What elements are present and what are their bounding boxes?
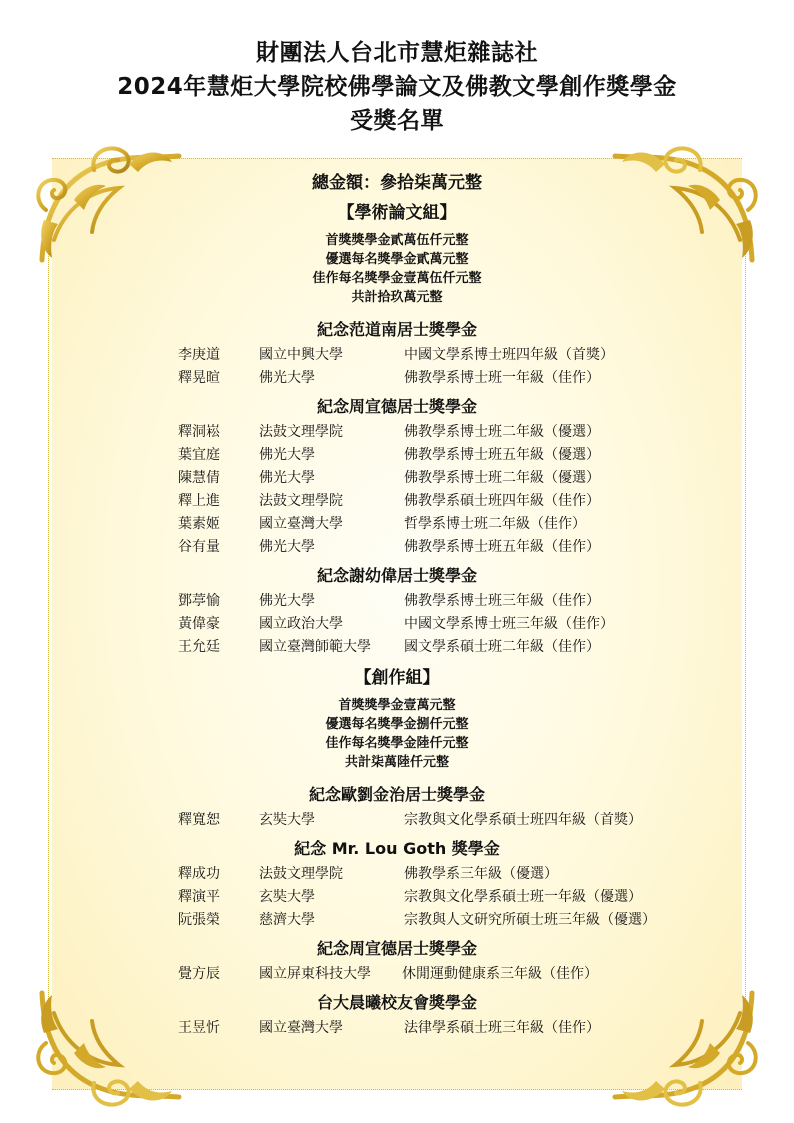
recipient-dept: 宗教與人文研究所碩士班三年級（優選） <box>404 912 656 928</box>
recipient-dept: 佛教學系博士班五年級（佳作） <box>404 539 600 555</box>
award-title: 紀念周宣德居士獎學金 <box>316 397 477 416</box>
recipient-school: 佛光大學 <box>259 470 315 486</box>
amount-line: 共計柒萬陸仟元整 <box>344 755 449 770</box>
recipient-row <box>0 590 794 613</box>
recipient-school: 國立屏東科技大學 <box>259 966 371 982</box>
org-title: 財團法人台北市慧炬雜誌社 <box>256 40 538 66</box>
recipient-name: 葉素姬 <box>178 516 220 532</box>
recipient-school: 慈濟大學 <box>259 912 315 928</box>
recipient-school: 佛光大學 <box>259 370 315 386</box>
recipient-row <box>0 490 794 513</box>
recipient-school: 法鼓文理學院 <box>259 424 343 440</box>
recipient-name: 覺方辰 <box>178 966 220 982</box>
recipient-dept: 佛教學系博士班三年級（佳作） <box>404 593 600 609</box>
recipient-school: 佛光大學 <box>259 447 315 463</box>
recipient-dept: 國文學系碩士班二年級（佳作） <box>404 639 600 655</box>
recipient-school: 國立臺灣大學 <box>259 516 343 532</box>
award-list <box>0 168 794 1040</box>
award-title: 紀念范道南居士獎學金 <box>316 320 477 339</box>
recipient-row <box>0 613 794 636</box>
recipient-name: 王昱忻 <box>178 1020 220 1036</box>
recipient-name: 谷有量 <box>178 539 220 555</box>
recipient-school: 玄奘大學 <box>259 889 315 905</box>
recipient-name: 阮張榮 <box>178 912 220 928</box>
award-title: 紀念謝幼偉居士獎學金 <box>316 566 477 585</box>
recipient-row <box>0 1017 794 1040</box>
recipient-row <box>0 513 794 536</box>
list-title: 受獎名單 <box>350 108 444 134</box>
recipient-name: 釋晃暄 <box>178 370 220 386</box>
recipient-row <box>0 909 794 932</box>
recipient-dept: 哲學系博士班二年級（佳作） <box>404 516 586 532</box>
recipient-dept: 宗教與文化學系碩士班四年級（首獎） <box>404 812 642 828</box>
group-title-academic: 【學術論文組】 <box>337 203 457 223</box>
recipient-row <box>0 863 794 886</box>
document-header <box>0 36 794 138</box>
recipient-school: 法鼓文理學院 <box>259 493 343 509</box>
recipient-name: 釋成功 <box>178 866 220 882</box>
recipient-name: 釋寬恕 <box>178 812 220 828</box>
recipient-dept: 佛教學系博士班一年級（佳作） <box>404 370 600 386</box>
recipient-row <box>0 536 794 559</box>
recipient-row <box>0 809 794 832</box>
recipient-school: 國立臺灣大學 <box>259 1020 343 1036</box>
recipient-dept: 佛教學系博士班五年級（優選） <box>404 447 600 463</box>
recipient-school: 國立政治大學 <box>259 616 343 632</box>
recipient-row <box>0 421 794 444</box>
recipient-dept: 佛教學系博士班二年級（優選） <box>404 424 600 440</box>
amount-line: 共計拾玖萬元整 <box>351 290 443 305</box>
recipient-row <box>0 344 794 367</box>
recipient-dept: 佛教學系博士班二年級（優選） <box>404 470 600 486</box>
recipient-name: 釋上進 <box>178 493 220 509</box>
recipient-name: 王允廷 <box>178 639 220 655</box>
recipient-row <box>0 467 794 490</box>
recipient-name: 葉宜庭 <box>178 447 220 463</box>
amount-line: 佳作每名獎學金壹萬伍仟元整 <box>312 271 482 286</box>
recipient-name: 釋洞崧 <box>178 424 220 440</box>
recipient-dept: 中國文學系博士班三年級（佳作） <box>404 616 614 632</box>
recipient-row <box>0 367 794 390</box>
recipient-row <box>0 963 794 986</box>
recipient-name: 李庚道 <box>178 347 220 363</box>
recipient-row <box>0 636 794 659</box>
scholarship-title: 2024年慧炬大學院校佛學論文及佛教文學創作獎學金 <box>117 74 677 100</box>
recipient-school: 國立中興大學 <box>259 347 343 363</box>
group-title-creative: 【創作組】 <box>354 668 440 688</box>
amount-line: 首獎獎學金貳萬伍仟元整 <box>325 233 469 248</box>
recipient-school: 玄奘大學 <box>259 812 315 828</box>
recipient-name: 黃偉豪 <box>178 616 220 632</box>
recipient-name: 陳慧倩 <box>178 470 220 486</box>
recipient-school: 法鼓文理學院 <box>259 866 343 882</box>
amount-line: 佳作每名獎學金陸仟元整 <box>325 736 469 751</box>
amounts-academic <box>0 228 794 313</box>
amount-line: 優選每名獎學金貳萬元整 <box>325 252 469 267</box>
recipient-dept: 宗教與文化學系碩士班一年級（優選） <box>404 889 642 905</box>
recipient-dept: 中國文學系博士班四年級（首獎） <box>404 347 614 363</box>
award-title: 紀念歐劉金治居士獎學金 <box>308 785 485 804</box>
recipient-dept: 休閒運動健康系三年級（佳作） <box>402 966 598 982</box>
recipient-name: 釋演平 <box>178 889 220 905</box>
total-amount: 總金額：參拾柒萬元整 <box>312 173 482 193</box>
recipient-dept: 佛教學系碩士班四年級（佳作） <box>404 493 600 509</box>
recipient-dept: 法律學系碩士班三年級（佳作） <box>404 1020 600 1036</box>
recipient-school: 國立臺灣師範大學 <box>259 639 371 655</box>
award-title: 紀念周宣德居士獎學金 <box>316 939 477 958</box>
award-title: 台大晨曦校友會獎學金 <box>316 993 477 1012</box>
recipient-row <box>0 886 794 909</box>
recipient-school: 佛光大學 <box>259 539 315 555</box>
recipient-school: 佛光大學 <box>259 593 315 609</box>
amounts-creative <box>0 693 794 778</box>
recipient-row <box>0 444 794 467</box>
amount-line: 首獎獎學金壹萬元整 <box>338 698 456 713</box>
award-title: 紀念 Mr. Lou Goth 獎學金 <box>294 839 500 858</box>
recipient-dept: 佛教學系三年級（優選） <box>404 866 558 882</box>
amount-line: 優選每名獎學金捌仟元整 <box>325 717 469 732</box>
recipient-name: 鄧葶愉 <box>178 593 220 609</box>
